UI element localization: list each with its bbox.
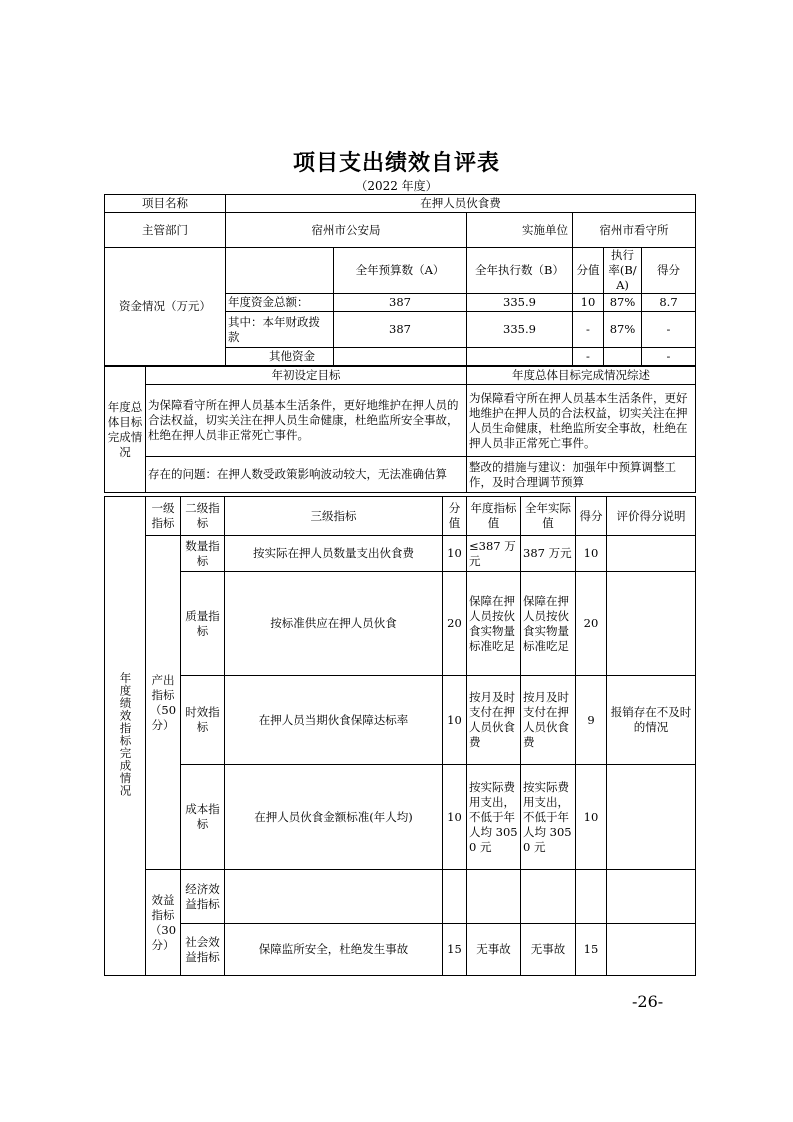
- funds-row-score: 8.7: [642, 294, 696, 312]
- ind-header-l2: 二级指标: [181, 497, 225, 536]
- funds-header-score: 得分: [642, 248, 696, 294]
- funds-header-budget: 全年预算数（A）: [334, 248, 467, 294]
- funds-header-blank: [226, 248, 334, 294]
- row-target: [467, 870, 521, 924]
- goals-measure-text: 整改的措施与建议：加强年中预算调整工作，及时合理调节预算: [467, 457, 696, 493]
- row-l3: [225, 870, 443, 924]
- row-actual: 387 万元: [521, 536, 576, 572]
- row-l2: 成本指标: [181, 765, 225, 870]
- row-score: 10: [576, 536, 607, 572]
- funds-header-score-value: 分值: [573, 248, 604, 294]
- funds-row-exec: 335.9: [467, 312, 573, 348]
- ind-header-l3: 三级指标: [225, 497, 443, 536]
- funds-row-rate: 87%: [604, 294, 642, 312]
- funds-row-exec: 335.9: [467, 294, 573, 312]
- row-note: [607, 765, 696, 870]
- goals-table: [104, 366, 696, 493]
- row-target: ≤387 万元: [467, 536, 521, 572]
- row-score: 10: [576, 765, 607, 870]
- benefit-indicator-label: 效益指标（30分）: [146, 870, 181, 976]
- funds-row-label: 其他资金: [226, 348, 334, 366]
- funds-label: 资金情况（万元）: [105, 248, 226, 366]
- goals-summary-text: 为保障看守所在押人员基本生活条件，更好地维护在押人员的合法权益，切实关注在押人员生命健康，杜绝监所安全事故，杜绝在押人员非正常死亡事件。: [467, 385, 696, 457]
- row-score: 20: [576, 572, 607, 676]
- row-actual: 保障在押人员按伙食实物量标准吃足: [521, 572, 576, 676]
- row-score-value: 10: [443, 536, 467, 572]
- funds-row-exec: [467, 348, 573, 366]
- indicators-table: [104, 496, 696, 976]
- row-l2: 经济效益指标: [181, 870, 225, 924]
- ind-header-target: 年度指标值: [467, 497, 521, 536]
- row-l3: 按标准供应在押人员伙食: [225, 572, 443, 676]
- evaluation-table-top: [104, 194, 696, 366]
- row-l3: 在押人员当期伙食保障达标率: [225, 676, 443, 765]
- impl-unit-value: 宿州市看守所: [573, 213, 696, 248]
- funds-row-score: -: [642, 312, 696, 348]
- row-actual: 按实际费用支出，不低于年人均 3050 元: [521, 765, 576, 870]
- row-l3: 保障监所安全，杜绝发生事故: [225, 924, 443, 976]
- indicators-label: [105, 497, 146, 976]
- row-l2: 质量指标: [181, 572, 225, 676]
- row-target: 保障在押人员按伙食实物量标准吃足: [467, 572, 521, 676]
- dept-value: 宿州市公安局: [226, 213, 467, 248]
- row-target: 无事故: [467, 924, 521, 976]
- goals-problem-text: 存在的问题：在押人数受政策影响波动较大，无法准确估算: [146, 457, 467, 493]
- row-note: [607, 572, 696, 676]
- row-score: 15: [576, 924, 607, 976]
- funds-row-score-value: -: [573, 312, 604, 348]
- funds-row-rate: [604, 348, 642, 366]
- row-actual: 无事故: [521, 924, 576, 976]
- row-l2: 社会效益指标: [181, 924, 225, 976]
- ind-header-score-value: 分值: [443, 497, 467, 536]
- row-score: 9: [576, 676, 607, 765]
- project-name-value: 在押人员伙食费: [226, 195, 696, 213]
- row-target: 按实际费用支出，不低于年人均 3050 元: [467, 765, 521, 870]
- row-l2: 数量指标: [181, 536, 225, 572]
- row-actual: [521, 870, 576, 924]
- row-target: 按月及时支付在押人员伙食费: [467, 676, 521, 765]
- ind-header-actual: 全年实际值: [521, 497, 576, 536]
- project-name-label: 项目名称: [105, 195, 226, 213]
- row-score-value: [443, 870, 467, 924]
- row-score-value: 20: [443, 572, 467, 676]
- goals-initial-text: 为保障看守所在押人员基本生活条件，更好地维护在押人员的合法权益，切实关注在押人员生命健康，杜绝监所安全事故，杜绝在押人员非正常死亡事件。: [146, 385, 467, 457]
- page-number: -26-: [632, 992, 664, 1011]
- funds-row-score: -: [642, 348, 696, 366]
- ind-header-score: 得分: [576, 497, 607, 536]
- funds-row-label: 年度资金总额：: [226, 294, 334, 312]
- funds-row-budget: 387: [334, 294, 467, 312]
- funds-row-budget: [334, 348, 467, 366]
- output-indicator-label: 产出指标（50分）: [146, 536, 181, 870]
- impl-unit-label: 实施单位: [467, 213, 573, 248]
- funds-row-score-value: -: [573, 348, 604, 366]
- row-l3: 在押人员伙食金额标准(年人均): [225, 765, 443, 870]
- funds-row-budget: 387: [334, 312, 467, 348]
- ind-header-l1: 一级指标: [146, 497, 181, 536]
- goals-initial-header: 年初设定目标: [146, 367, 467, 385]
- funds-header-exec: 全年执行数（B）: [467, 248, 573, 294]
- ind-header-note: 评价得分说明: [607, 497, 696, 536]
- row-l2: 时效指标: [181, 676, 225, 765]
- row-score-value: 10: [443, 765, 467, 870]
- goals-summary-header: 年度总体目标完成情况综述: [467, 367, 696, 385]
- row-note: [607, 870, 696, 924]
- funds-row-score-value: 10: [573, 294, 604, 312]
- row-note: 报销存在不及时的情况: [607, 676, 696, 765]
- row-actual: 按月及时支付在押人员伙食费: [521, 676, 576, 765]
- row-note: [607, 924, 696, 976]
- funds-row-rate: 87%: [604, 312, 642, 348]
- page-subtitle: （2022 年度）: [355, 179, 438, 193]
- row-score: [576, 870, 607, 924]
- funds-header-rate: 执行率(B/A): [604, 248, 642, 294]
- goals-label: 年度总体目标完成情况: [105, 367, 146, 493]
- funds-row-label: 其中：本年财政拨款: [226, 312, 334, 348]
- row-l3: 按实际在押人员数量支出伙食费: [225, 536, 443, 572]
- row-note: [607, 536, 696, 572]
- row-score-value: 10: [443, 676, 467, 765]
- page-title: 项目支出绩效自评表: [292, 150, 500, 176]
- row-score-value: 15: [443, 924, 467, 976]
- indicators-label-text: 年度绩效指标完成情况: [118, 671, 133, 797]
- dept-label: 主管部门: [105, 213, 226, 248]
